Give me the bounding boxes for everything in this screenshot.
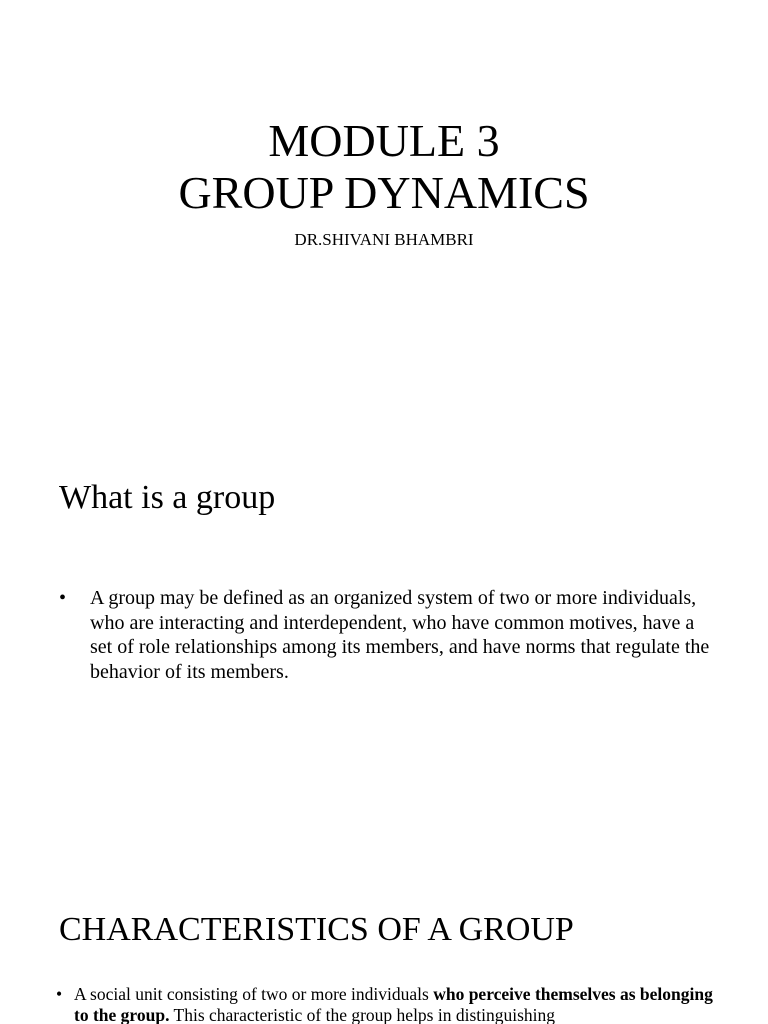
slide-heading: What is a group [59, 479, 276, 516]
bullet-text-emphasis: who perceive themselves as belonging to the group. [74, 984, 713, 1024]
definition-slide [0, 440, 768, 770]
title-slide [0, 0, 768, 330]
bullet-item [56, 984, 718, 1024]
characteristics-slide [0, 880, 768, 1024]
bullet-icon: • [56, 984, 63, 1004]
module-title: MODULE 3 [268, 115, 500, 166]
module-subtitle: GROUP DYNAMICS [178, 167, 590, 218]
bullet-text-part: This characteristic of the group helps in distinguishing [169, 1005, 556, 1024]
author-name: DR.SHIVANI BHAMBRI [294, 230, 474, 249]
bullet-text [74, 984, 718, 1024]
bullet-item [59, 586, 719, 684]
bullet-icon: • [59, 587, 67, 609]
bullet-text: A group may be defined as an organized system of two or more individuals, who are interacting and interdependent, who have common motives, have a set of role relationships among its members, and have norms that regulate the behavior of its members. [90, 587, 710, 683]
bullet-text-part: A social unit consisting of two or more individuals [74, 984, 434, 1004]
slide-heading: CHARACTERISTICS OF A GROUP [59, 911, 574, 948]
